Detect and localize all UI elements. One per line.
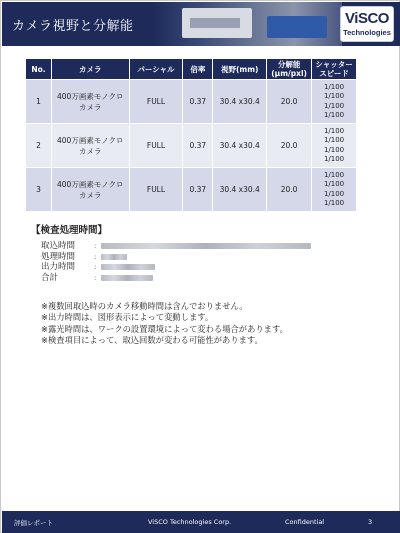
header-shutter: シャッター スピード	[312, 59, 357, 80]
footer-report-title: 評価レポート	[14, 519, 53, 527]
header-partial: パーシャル	[129, 59, 183, 80]
shutter-value: 1/100	[323, 92, 345, 100]
shutter-value: 1/100	[323, 155, 345, 163]
equipment-box-image	[267, 16, 327, 38]
page-footer	[2, 511, 400, 533]
footer-company: ViSCO Technologies Corp.	[148, 518, 232, 526]
cell-fov: 30.4 x30.4	[213, 168, 267, 212]
capture-time-label: 取込時間	[41, 241, 76, 251]
cell-resolution: 20.0	[267, 168, 312, 212]
equipment-unit-image	[182, 8, 252, 38]
cell-shutter	[312, 168, 357, 212]
cell-magnification: 0.37	[183, 168, 213, 212]
header-camera: カメラ	[51, 59, 129, 80]
header-resolution: 分解能 (μm/pxl)	[267, 59, 312, 80]
output-time-label: 出力時間	[41, 262, 76, 272]
shutter-value: 1/100	[323, 136, 345, 144]
note-item: ※検査項目によって、取込回数が変わる可能性があります。	[41, 334, 263, 345]
redacted-value	[101, 254, 127, 260]
table-row	[26, 80, 357, 124]
logo-main-text: ViSCO	[345, 10, 389, 27]
redacted-value	[101, 243, 311, 249]
shutter-value: 1/100	[323, 189, 345, 198]
footer-page-number: 3	[368, 518, 373, 526]
cell-camera: 400万画素モノクロカメラ	[51, 124, 129, 168]
shutter-value: 1/100	[323, 111, 345, 119]
cell-no: 2	[26, 124, 52, 168]
note-item: ※露光時間は、ワークの設置環境によって変わる場合があります。	[41, 323, 288, 334]
note-item: ※複数回取込時のカメラ移動時間は含んでおりません。	[41, 301, 248, 311]
separator: :	[94, 273, 97, 282]
redacted-value	[101, 275, 153, 281]
table-header-row	[26, 59, 357, 80]
cell-shutter	[312, 80, 357, 124]
footer-confidential: Confidential	[285, 518, 325, 526]
cell-fov: 30.4 x30.4	[213, 80, 267, 124]
cell-resolution: 20.0	[267, 124, 312, 168]
shutter-value: 1/100	[323, 145, 345, 154]
inspection-time-title: 【検査処理時間】	[31, 225, 108, 236]
cell-resolution: 20.0	[267, 80, 312, 124]
shutter-value: 1/100	[323, 199, 345, 207]
cell-partial: FULL	[129, 80, 183, 124]
notes-section	[41, 301, 288, 346]
shutter-value: 1/100	[323, 101, 345, 110]
page-title: カメラ視野と分解能	[12, 19, 134, 34]
cell-camera: 400万画素モノクロカメラ	[51, 168, 129, 212]
cell-magnification: 0.37	[183, 80, 213, 124]
header-fov: 視野(mm)	[213, 59, 267, 80]
visco-logo	[340, 6, 394, 42]
table-row	[26, 124, 357, 168]
shutter-value: 1/100	[323, 126, 345, 135]
logo-sub-text: Technologies	[343, 28, 391, 37]
separator: :	[94, 252, 97, 261]
header-magnification: 倍率	[183, 59, 213, 80]
cell-shutter	[312, 124, 357, 168]
shutter-value: 1/100	[323, 82, 345, 91]
separator: :	[94, 263, 97, 271]
redacted-value	[101, 264, 155, 270]
shutter-value: 1/100	[323, 180, 345, 188]
camera-spec-table	[25, 58, 357, 212]
cell-partial: FULL	[129, 168, 183, 212]
cell-no: 1	[26, 80, 52, 124]
cell-magnification: 0.37	[183, 124, 213, 168]
cell-no: 3	[26, 168, 52, 212]
cell-partial: FULL	[129, 124, 183, 168]
processing-time-label: 処理時間	[41, 251, 76, 262]
note-item: ※出力時間は、図形表示によって変動します。	[41, 312, 214, 323]
separator: :	[94, 242, 97, 250]
page-header	[2, 2, 400, 46]
shutter-value: 1/100	[323, 170, 345, 179]
table-row	[26, 168, 357, 212]
total-time-label: 合計	[41, 272, 59, 283]
cell-camera: 400万画素モノクロカメラ	[51, 80, 129, 124]
header-equipment-photo	[152, 2, 342, 46]
header-no: No.	[26, 59, 52, 80]
cell-fov: 30.4 x30.4	[213, 124, 267, 168]
